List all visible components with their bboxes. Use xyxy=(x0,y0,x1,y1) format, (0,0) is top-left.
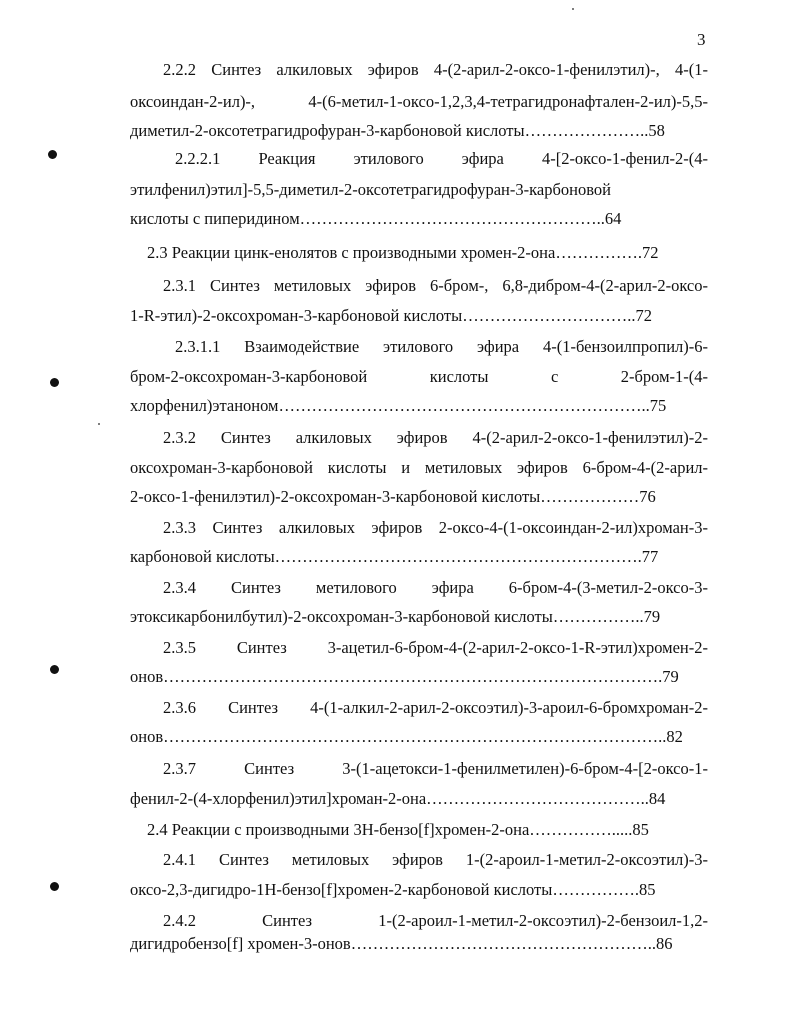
toc-line: хлорфенил)этаноном…………………………………………………………..75 xyxy=(130,396,667,415)
toc-line: бром-2-оксохроман-3-карбоновой кислоты с 2-бром-1-(4- xyxy=(130,367,708,386)
toc-line: 2.2.2 Синтез алкиловых эфиров 4-(2-арил-2-оксо-1-фенилэтил)-, 4-(1- xyxy=(163,60,708,79)
toc-line: фенил-2-(4-хлорфенил)этил]хроман-2-она…………………………………..84 xyxy=(130,789,666,808)
toc-line: 2.3.4 Синтез метилового эфира 6-бром-4-(3-метил-2-оксо-3- xyxy=(163,578,708,597)
scan-speck xyxy=(572,8,574,10)
toc-line: 2.3.7 Синтез 3-(1-ацетокси-1-фенилметилен)-6-бром-4-[2-оксо-1- xyxy=(163,759,708,778)
toc-line: 2.3.1 Синтез метиловых эфиров 6-бром-, 6,8-дибром-4-(2-арил-2-оксо- xyxy=(163,276,708,295)
toc-line: 2.2.2.1 Реакция этилового эфира 4-[2-оксо-1-фенил-2-(4- xyxy=(175,149,708,168)
toc-line: 2.4 Реакции с производными 3Н-бензо[f]хромен-2-она…………….....85 xyxy=(147,820,649,839)
toc-line: 2-оксо-1-фенилэтил)-2-оксохроман-3-карбоновой кислоты………………76 xyxy=(130,487,656,506)
binder-hole-mark xyxy=(50,665,59,674)
toc-line: этоксикарбонилбутил)-2-оксохроман-3-карбоновой кислоты……………..79 xyxy=(130,607,661,626)
toc-line: дигидробензо[f] хромен-3-онов………………………………………………..86 xyxy=(130,934,673,953)
toc-line: оксохроман-3-карбоновой кислоты и метиловых эфиров 6-бром-4-(2-арил- xyxy=(130,458,708,477)
toc-line: этилфенил)этил]-5,5-диметил-2-оксотетрагидрофуран-3-карбоновой xyxy=(130,180,611,199)
toc-line: 2.4.1 Синтез метиловых эфиров 1-(2-ароил-1-метил-2-оксоэтил)-3- xyxy=(163,850,708,869)
toc-line: оксо-2,3-дигидро-1Н-бензо[f]хромен-2-карбоновой кислоты…………….85 xyxy=(130,880,656,899)
binder-hole-mark xyxy=(50,378,59,387)
toc-line: оксоиндан-2-ил)-, 4-(6-метил-1-оксо-1,2,3,4-тетрагидронафтален-2-ил)-5,5- xyxy=(130,92,708,111)
toc-line: карбоновой кислоты………………………………………………………….77 xyxy=(130,547,659,566)
scan-speck xyxy=(98,423,100,425)
toc-line: онов………………………………………………………………………………..82 xyxy=(130,727,683,746)
toc-line: 2.3.3 Синтез алкиловых эфиров 2-оксо-4-(1-оксоиндан-2-ил)хроман-3- xyxy=(163,518,708,537)
toc-line: 2.3.6 Синтез 4-(1-алкил-2-арил-2-оксоэтил)-3-ароил-6-бромхроман-2- xyxy=(163,698,708,717)
toc-line: 2.4.2 Синтез 1-(2-ароил-1-метил-2-оксоэтил)-2-бензоил-1,2- xyxy=(163,911,708,930)
toc-line: 2.3 Реакции цинк-енолятов с производными хромен-2-она…………….72 xyxy=(147,243,659,262)
toc-line: диметил-2-оксотетрагидрофуран-3-карбоновой кислоты…………………..58 xyxy=(130,121,665,140)
binder-hole-mark xyxy=(50,882,59,891)
toc-line: 2.3.1.1 Взаимодействие этилового эфира 4-(1-бензоилпропил)-6- xyxy=(175,337,708,356)
binder-hole-mark xyxy=(48,150,57,159)
toc-line: 1-R-этил)-2-оксохроман-3-карбоновой кислоты…………………………..72 xyxy=(130,306,652,325)
page-number: 3 xyxy=(697,30,706,49)
toc-line: 2.3.5 Синтез 3-ацетил-6-бром-4-(2-арил-2-оксо-1-R-этил)хромен-2- xyxy=(163,638,708,657)
toc-line: кислоты с пиперидином………………………………………………..64 xyxy=(130,209,622,228)
toc-line: 2.3.2 Синтез алкиловых эфиров 4-(2-арил-2-оксо-1-фенилэтил)-2- xyxy=(163,428,708,447)
toc-line: онов……………………………………………………………………………….79 xyxy=(130,667,679,686)
